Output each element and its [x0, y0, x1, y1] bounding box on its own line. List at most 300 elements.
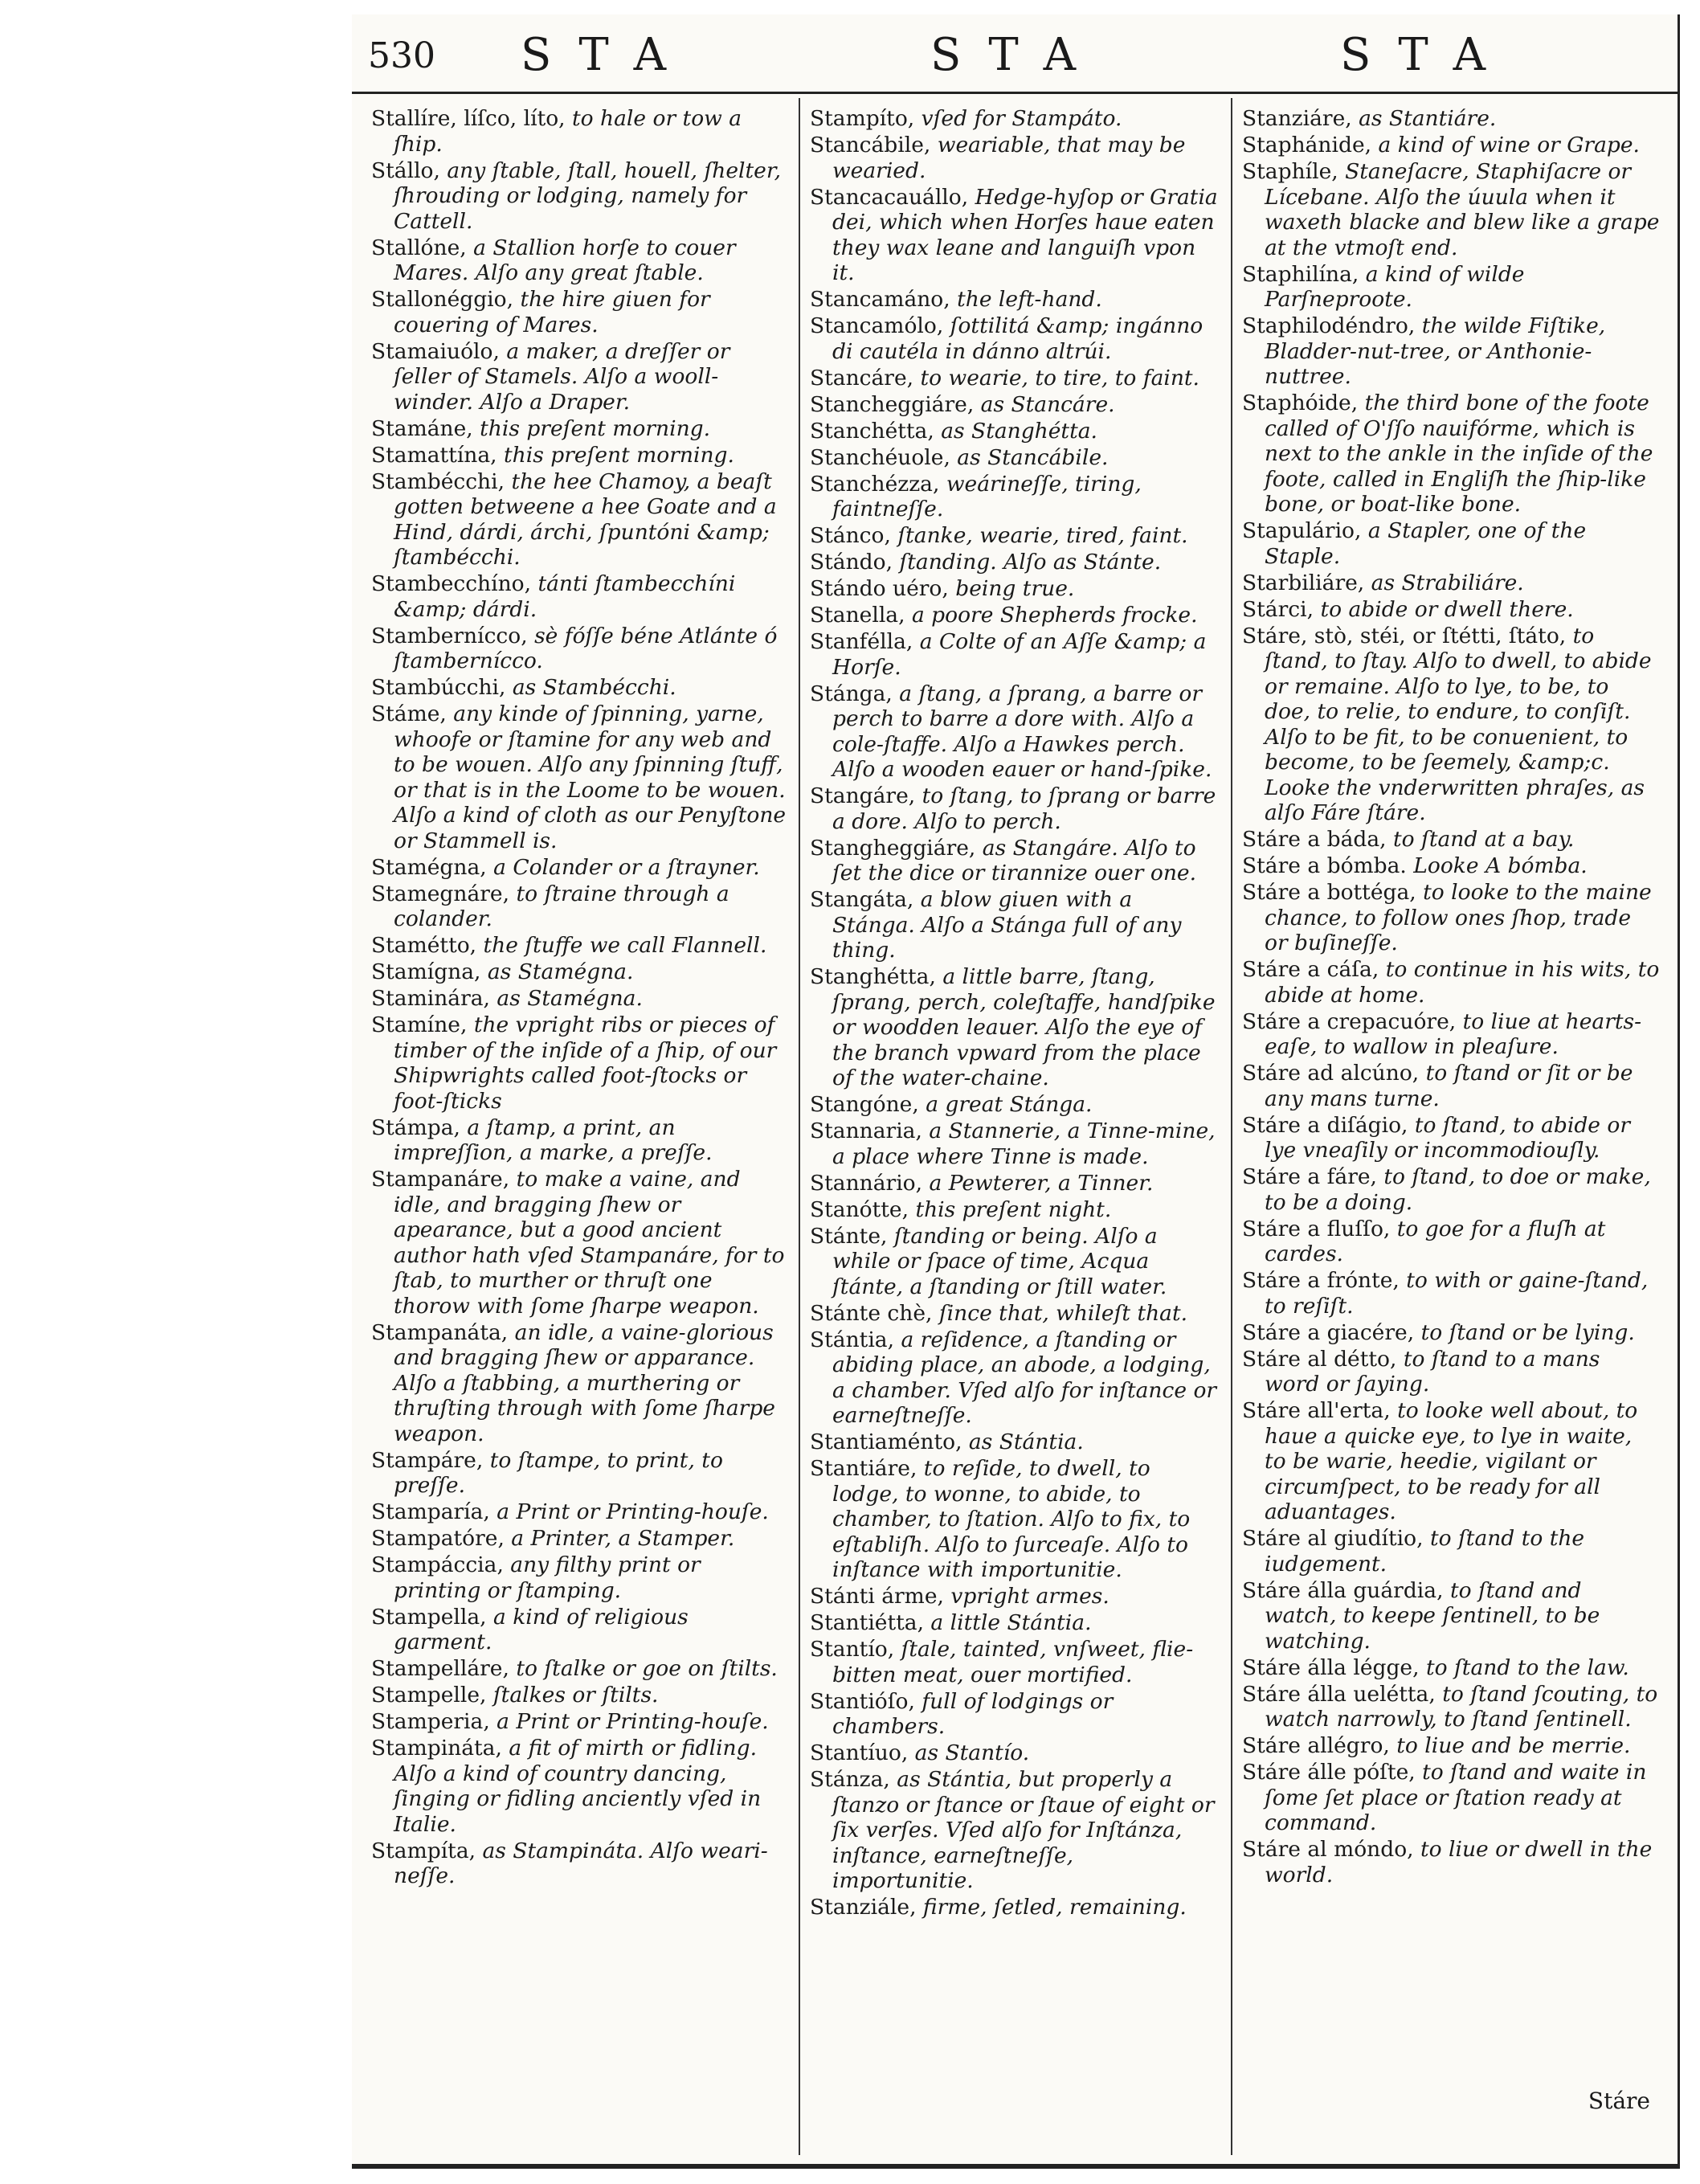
- entry-definition: a fit of mirth or fidling. Alſo a kind of country dancing, ſinging or fidling anciently vſed in Italie.: [394, 1736, 762, 1837]
- entry-definition: to ſtand, to ſtay. Alſo to dwell, to abide or remaine. Alſo to lye, to be, to doe, to relie, to endure, to conſiſt. Alſo to be fit, to be conuenient, to become, to be ſeemely, &amp;c. Looke the vnderwritten phraſes, as alſo Fáre ſtáre.: [1265, 623, 1652, 825]
- entry-headword: Staphilodéndro,: [1242, 313, 1416, 338]
- column-1: [371, 106, 789, 2115]
- dictionary-entry: [810, 964, 1220, 1091]
- entry-headword: Stanghétta,: [810, 964, 936, 989]
- entry-definition: as Stántia, but properly a ſtanzo or ſtance or ſtaue of eight or ſix verſes. Vſed alſo for Inſtánza, inſtance, earneſtneſſe, importunitie.: [832, 1767, 1215, 1893]
- entry-headword: Stancamólo,: [810, 313, 944, 338]
- entry-definition: a maker, a dreſſer or ſeller of Stamels. Alſo a wooll-winder. Alſo a Draper.: [394, 338, 730, 415]
- entry-headword: Stantiáre,: [810, 1456, 917, 1481]
- entry-definition: weariable, that may be wearied.: [832, 133, 1186, 183]
- dictionary-entry: [1242, 313, 1660, 390]
- entry-definition: as Stampináta. Alſo weari-neſſe.: [394, 1838, 768, 1888]
- entry-definition: ſtanke, wearie, tired, faint.: [890, 523, 1188, 548]
- entry-definition: to looke well about, to haue a quicke eye, to lye in waite, to be warie, heedie, vigilant or circumſpect, to be ready for all aduantages.: [1265, 1398, 1638, 1524]
- column-3: [1242, 106, 1660, 2115]
- entry-definition: to ſtalke or goe on ſtilts.: [509, 1656, 778, 1681]
- entry-definition: a great Stánga.: [918, 1092, 1093, 1117]
- entry-definition: any kinde of ſpinning, yarne, whoofe or ſtamine for any web and to be wouen. Alſo any ſpinning ſtuff, or that is in the Loome to be wouen. Alſo a kind of cloth as our Penyſtone or Stammell is.: [394, 701, 787, 853]
- entry-headword: Stándo uéro,: [810, 576, 949, 601]
- entry-headword: Stanchéuole,: [810, 444, 950, 470]
- dictionary-entry: [810, 603, 1220, 628]
- dictionary-entry: [371, 1448, 789, 1499]
- entry-headword: Stamattína,: [371, 442, 497, 468]
- entry-headword: Staphánide,: [1242, 133, 1372, 157]
- entry-headword: Stáre a frónte,: [1242, 1268, 1400, 1293]
- dictionary-entry: [371, 443, 789, 468]
- footer-rule: [352, 2164, 1678, 2166]
- entry-headword: Stallíre, líſco, líto,: [371, 106, 566, 131]
- dictionary-entry: [1242, 1760, 1660, 1836]
- entry-definition: a Stannerie, a Tinne-mine, a place where Tinne is made.: [832, 1119, 1216, 1169]
- entry-headword: Stáre a bottéga,: [1242, 880, 1416, 905]
- entry-definition: a Printer, a Stamper.: [504, 1526, 735, 1551]
- entry-headword: Staphilína,: [1242, 261, 1359, 287]
- dictionary-entry: [371, 881, 789, 932]
- entry-headword: Stamégna,: [371, 854, 487, 880]
- dictionary-entry: [371, 1605, 789, 1655]
- entry-headword: Stánte chè,: [810, 1300, 933, 1326]
- dictionary-entry: [371, 933, 789, 959]
- entry-headword: Stampináta,: [371, 1736, 502, 1761]
- dictionary-entry: [371, 469, 789, 571]
- entry-headword: Stanziále,: [810, 1895, 917, 1920]
- entry-definition: tánti ſtambecchíni &amp; dárdi.: [394, 571, 736, 622]
- entry-headword: Stállo,: [371, 157, 440, 183]
- dictionary-entry: [1242, 597, 1660, 623]
- entry-definition: a Stallion horſe to couer Mares. Alſo any great ſtable.: [394, 235, 736, 285]
- entry-headword: Stampelle,: [371, 1683, 487, 1708]
- dictionary-entry: [810, 287, 1220, 313]
- entry-headword: Stampanáta,: [371, 1319, 509, 1345]
- entry-headword: Stamíne,: [371, 1012, 468, 1037]
- entry-headword: Stamaiuólo,: [371, 338, 500, 364]
- dictionary-entry: [1242, 1320, 1660, 1346]
- entry-definition: to ſtang, to ſprang or barre a dore. Alſo to perch.: [832, 783, 1216, 834]
- entry-headword: Stáre a fáre,: [1242, 1164, 1377, 1189]
- column-divider: [1231, 98, 1232, 2155]
- dictionary-entry: [810, 1740, 1220, 1766]
- entry-headword: Stapulário,: [1242, 518, 1362, 543]
- entry-definition: a kind of religious garment.: [394, 1604, 689, 1654]
- entry-definition: as Stancáre.: [974, 391, 1115, 417]
- entry-headword: Staphíle,: [1242, 159, 1338, 184]
- entry-definition: to with or gaine-ſtand, to reſiſt.: [1265, 1268, 1649, 1319]
- entry-headword: Stangóne,: [810, 1092, 919, 1117]
- entry-headword: Stancheggiáre,: [810, 391, 975, 417]
- entry-headword: Stáre a crepacuóre,: [1242, 1008, 1457, 1034]
- entry-definition: a little Stántia.: [924, 1610, 1092, 1635]
- dictionary-entry: [371, 1838, 789, 1889]
- entry-definition: a poore Shepherds frocke.: [905, 603, 1198, 628]
- dictionary-entry: [1242, 1398, 1660, 1525]
- column-divider: [799, 98, 800, 2155]
- entry-definition: the vpright ribs or pieces of timber of the inſide of a ſhip, of our Shipwrights called foot-ſtocks or foot-ſticks: [394, 1012, 777, 1114]
- entry-headword: Stamígna,: [371, 959, 481, 984]
- entry-headword: Stampella,: [371, 1604, 487, 1630]
- entry-definition: a kind of wilde Parſneproote.: [1265, 261, 1525, 312]
- entry-definition: a Print or Printing-houſe.: [489, 1499, 769, 1524]
- entry-headword: Stáre a cáſa,: [1242, 957, 1379, 982]
- dictionary-entry: [1242, 1655, 1660, 1681]
- entry-definition: a Pewterer, a Tinner.: [922, 1170, 1154, 1196]
- entry-definition: as Stancábile.: [950, 444, 1109, 470]
- entry-headword: Stallóne,: [371, 235, 467, 260]
- dictionary-entry: [1242, 853, 1660, 879]
- entry-definition: a Colte of an Aſſe &amp; a Horſe.: [832, 629, 1207, 680]
- entry-definition: this preſent morning.: [497, 442, 734, 468]
- entry-definition: ſottilitá &amp; ingánno di cautéla in dánno altrúi.: [832, 313, 1203, 364]
- dictionary-entry: [371, 1499, 789, 1525]
- entry-headword: Stallonéggio,: [371, 287, 514, 312]
- dictionary-entry: [371, 1012, 789, 1114]
- entry-definition: a blow giuen with a Stánga. Alſo a Stánga full of any thing.: [832, 887, 1182, 963]
- dictionary-entry: [810, 419, 1220, 444]
- running-head-right: STA: [1340, 29, 1514, 81]
- catchword: Stáre: [1588, 2088, 1650, 2114]
- entry-headword: Stáre al giudítio,: [1242, 1526, 1424, 1551]
- entry-definition: to liue or dwell in the world.: [1265, 1837, 1653, 1887]
- entry-headword: Stáre ad alcúno,: [1242, 1061, 1420, 1086]
- entry-headword: Stannário,: [810, 1170, 923, 1196]
- entry-definition: as Stamégna.: [480, 959, 634, 984]
- dictionary-entry: [1242, 827, 1660, 853]
- dictionary-entry: [810, 1689, 1220, 1740]
- dictionary-entry: [1242, 1164, 1660, 1215]
- entry-headword: Stándo,: [810, 550, 893, 575]
- dictionary-entry: [810, 1584, 1220, 1609]
- entry-definition: a kind of wine or Grape.: [1371, 133, 1640, 157]
- entry-headword: Stánco,: [810, 523, 891, 548]
- dictionary-entry: [1242, 262, 1660, 313]
- entry-headword: Stangáta,: [810, 887, 914, 912]
- entry-definition: to ſtand or ſit or be any mans turne.: [1265, 1061, 1633, 1111]
- entry-definition: ſtale, tainted, vnſweet, flie-bitten meat, ouer mortified.: [832, 1637, 1194, 1687]
- entry-headword: Stancamáno,: [810, 287, 950, 312]
- entry-definition: as Stántia.: [962, 1429, 1084, 1454]
- entry-headword: Stáre al détto,: [1242, 1346, 1397, 1372]
- entry-headword: Stambécchi,: [371, 468, 505, 494]
- entry-definition: as Stanghétta.: [934, 418, 1097, 444]
- entry-definition: as Stantiáre.: [1351, 106, 1497, 131]
- entry-definition: as Strabiliáre.: [1364, 570, 1524, 595]
- entry-headword: Stárci,: [1242, 596, 1314, 622]
- entry-headword: Stáre a giacére,: [1242, 1319, 1415, 1345]
- entry-headword: Stampanáre,: [371, 1167, 510, 1192]
- entry-definition: to ſtand to the iudgement.: [1265, 1526, 1585, 1577]
- dictionary-entry: [810, 392, 1220, 418]
- dictionary-entry: [371, 1526, 789, 1552]
- dictionary-entry: [810, 1224, 1220, 1300]
- entry-headword: Stáre allégro,: [1242, 1733, 1390, 1758]
- dictionary-entry: [810, 1610, 1220, 1636]
- entry-headword: Stáre all'erta,: [1242, 1398, 1391, 1423]
- entry-headword: Stanótte,: [810, 1196, 909, 1222]
- dictionary-entry: [371, 986, 789, 1012]
- entry-definition: being true.: [948, 576, 1075, 601]
- dictionary-entry: [1242, 1268, 1660, 1319]
- dictionary-entry: [1242, 624, 1660, 826]
- entry-headword: Stantiaménto,: [810, 1429, 962, 1454]
- entry-definition: ſtanding or being. Alſo a while or ſpace of time, Acqua ſtánte, a ſtanding or ſtill water.: [832, 1223, 1167, 1299]
- dictionary-entry: [1242, 1682, 1660, 1732]
- entry-definition: the ſtuffe we call Flannell.: [476, 933, 767, 958]
- entry-headword: Stamperia,: [371, 1709, 490, 1734]
- dictionary-entry: [810, 106, 1220, 132]
- entry-definition: to ſtand, to abide or lye vneaſily or incommodiouſly.: [1265, 1112, 1631, 1163]
- dictionary-page: [352, 14, 1680, 2169]
- entry-definition: as Stantío.: [908, 1740, 1030, 1765]
- dictionary-entry: [371, 701, 789, 853]
- entry-definition: to hale or tow a ſhip.: [394, 106, 742, 157]
- dictionary-entry: [810, 576, 1220, 602]
- dictionary-entry: [810, 133, 1220, 183]
- dictionary-entry: [810, 1456, 1220, 1583]
- entry-headword: Stamparía,: [371, 1499, 490, 1524]
- entry-definition: any filthy print or printing or ſtamping.: [394, 1552, 701, 1603]
- entry-definition: Staneſacre, Staphiſacre or Lícebane. Alſo the úuula when it waxeth blacke and blew like a grape at the vtmoſt end.: [1265, 159, 1660, 260]
- header-rule: [352, 92, 1678, 94]
- dictionary-entry: [810, 1197, 1220, 1223]
- entry-definition: to ſtand to the law.: [1419, 1654, 1629, 1680]
- entry-definition: an idle, a vaine-glorious and bragging ſhew or apparance. Alſo a ſtabbing, a murthering or thruſting through with ſome ſharpe weapon.: [394, 1319, 775, 1446]
- entry-headword: Staméttо,: [371, 933, 477, 958]
- entry-definition: to ſtand ſcouting, to watch narrowly, to ſtand ſentinell.: [1265, 1681, 1658, 1732]
- entry-definition: to goe for a fluſh at cardes.: [1265, 1216, 1606, 1266]
- dictionary-entry: [1242, 518, 1660, 569]
- dictionary-entry: [371, 1709, 789, 1735]
- dictionary-entry: [810, 1119, 1220, 1169]
- dictionary-entry: [810, 445, 1220, 471]
- entry-headword: Stangheggiáre,: [810, 835, 976, 861]
- dictionary-entry: [371, 959, 789, 985]
- entry-headword: Stampáccia,: [371, 1552, 504, 1577]
- dictionary-entry: [371, 1552, 789, 1603]
- entry-headword: Stampelláre,: [371, 1656, 509, 1681]
- entry-definition: to ſtand and watch, to keepe ſentinell, to be watching.: [1265, 1577, 1600, 1654]
- dictionary-entry: [1242, 1733, 1660, 1759]
- entry-headword: Stampíto,: [810, 106, 915, 131]
- entry-headword: Stáre a fluſſo,: [1242, 1216, 1391, 1241]
- dictionary-entry: [810, 313, 1220, 364]
- entry-definition: weárineſſe, tiring, faintneſſe.: [832, 471, 1142, 521]
- dictionary-entry: [371, 287, 789, 337]
- entry-definition: as Stamégna.: [489, 986, 643, 1011]
- entry-headword: Stáre a bómba.: [1242, 853, 1407, 878]
- dictionary-entry: [810, 1327, 1220, 1429]
- entry-headword: Stantióſo,: [810, 1688, 915, 1714]
- entry-headword: Stánti árme,: [810, 1584, 944, 1609]
- entry-headword: Stántia,: [810, 1327, 895, 1352]
- dictionary-entry: [810, 550, 1220, 575]
- entry-headword: Stambernícco,: [371, 623, 528, 648]
- dictionary-entry: [371, 416, 789, 442]
- dictionary-entry: [1242, 1347, 1660, 1397]
- dictionary-entry: [371, 1736, 789, 1837]
- dictionary-entry: [371, 339, 789, 415]
- entry-definition: full of lodgings or chambers.: [832, 1688, 1114, 1739]
- dictionary-entry: [1242, 391, 1660, 517]
- entry-definition: a little barre, ſtang, ſprang, perch, coleſtaffe, handſpike or woodden leauer. Alſo the eye of the branch vpward from the place of the water-chaine.: [832, 964, 1216, 1090]
- entry-headword: Stáre a diſágio,: [1242, 1112, 1408, 1138]
- dictionary-entry: [810, 185, 1220, 286]
- dictionary-entry: [1242, 1009, 1660, 1060]
- dictionary-entry: [810, 887, 1220, 963]
- entry-headword: Stanella,: [810, 603, 905, 628]
- entry-headword: Stantíuo,: [810, 1740, 909, 1765]
- dictionary-entry: [810, 629, 1220, 680]
- entry-headword: Stámpa,: [371, 1114, 460, 1140]
- running-head-center: STA: [930, 29, 1104, 81]
- entry-headword: Stánte,: [810, 1223, 888, 1249]
- entry-definition: a Colander or a ſtrayner.: [486, 854, 760, 880]
- dictionary-entry: [371, 1115, 789, 1166]
- entry-headword: Stánga,: [810, 681, 893, 706]
- entry-headword: Starbiliáre,: [1242, 570, 1365, 595]
- entry-definition: to reſide, to dwell, to lodge, to wonne, to abide, to chamber, to ſtation. Alſo to fix, to eſtabliſh. Alſo to ſurceaſe. Alſo to inſtance with importunitie.: [832, 1456, 1191, 1582]
- dictionary-entry: [810, 1767, 1220, 1894]
- entry-definition: the hee Chamoy, a beaſt gotten betweene a hee Goate and a Hind, dárdi, árchi, ſpuntóni &amp; ſtambécchi.: [394, 468, 777, 570]
- entry-definition: a ſtang, a ſprang, a barre or perch to barre a dore with. Alſo a cole-ſtaffe. Alſo a Hawkes perch. Alſo a wooden eauer or hand-ſpike.: [832, 681, 1212, 782]
- dictionary-entry: [810, 783, 1220, 834]
- entry-definition: sè fóſſe béne Atlánte ó ſtambernícco.: [394, 623, 778, 673]
- entry-definition: to looke to the maine chance, to follow ones ſhop, trade or buſineſſe.: [1265, 880, 1652, 955]
- entry-definition: the wilde Fiſtike, Bladder-nut-tree, or Anthonie-nuttree.: [1265, 313, 1606, 389]
- entry-definition: to ſtand to a mans word or ſaying.: [1265, 1346, 1600, 1397]
- entry-definition: a reſidence, a ſtanding or abiding place, an abode, a lodging, a chamber. Vſed alſo for inſtance or earneſtneſſe.: [832, 1327, 1217, 1428]
- dictionary-entry: [371, 1167, 789, 1319]
- entry-definition: vſed for Stampáto.: [914, 106, 1122, 131]
- dictionary-entry: [371, 675, 789, 701]
- entry-definition: Looke A bómba.: [1406, 853, 1588, 878]
- entry-definition: to ſtand at a bay.: [1386, 827, 1575, 852]
- entry-definition: vpright armes.: [943, 1584, 1109, 1609]
- dictionary-entry: [1242, 1837, 1660, 1887]
- entry-definition: to ſtand or be lying.: [1414, 1319, 1635, 1345]
- entry-definition: to liue at hearts-eaſe, to wallow in pleaſure.: [1265, 1008, 1642, 1059]
- dictionary-entry: [810, 366, 1220, 391]
- entry-headword: Stáre a báda,: [1242, 827, 1387, 852]
- entry-headword: Stánza,: [810, 1767, 890, 1792]
- entry-definition: to ſtand, to doe or make, to be a doing.: [1265, 1164, 1651, 1215]
- entry-headword: Stáre álla légge,: [1242, 1654, 1420, 1680]
- entry-headword: Stáme,: [371, 701, 447, 726]
- entry-headword: Stambecchíno,: [371, 571, 532, 596]
- entry-definition: a ſtamp, a print, an impreſſion, a marke, a preſſe.: [394, 1114, 713, 1165]
- dictionary-entry: [371, 571, 789, 622]
- dictionary-entry: [371, 855, 789, 881]
- entry-definition: to ſtraine through a colander.: [394, 881, 729, 931]
- entry-headword: Staminára,: [371, 986, 490, 1011]
- dictionary-entry: [1242, 1217, 1660, 1267]
- entry-definition: ſtanding. Alſo as Stánte.: [893, 550, 1162, 575]
- entry-headword: Stamáne,: [371, 415, 473, 441]
- dictionary-entry: [1242, 106, 1660, 132]
- page-header: [352, 14, 1678, 92]
- entry-headword: Stampatóre,: [371, 1526, 505, 1551]
- entry-definition: as Stangáre. Alſo to ſet the dice or tirannize ouer one.: [832, 835, 1197, 885]
- entry-definition: to wearie, to tire, to faint.: [913, 365, 1199, 391]
- dictionary-entry: [1242, 1061, 1660, 1111]
- entry-definition: to liue and be merrie.: [1389, 1733, 1631, 1758]
- dictionary-entry: [371, 235, 789, 286]
- entry-headword: Stáre, stò, stéi, or ſtétti, ſtáto,: [1242, 623, 1567, 648]
- dictionary-entry: [1242, 957, 1660, 1008]
- dictionary-entry: [810, 1171, 1220, 1196]
- entry-headword: Stáre al móndo,: [1242, 1837, 1414, 1862]
- dictionary-entry: [1242, 880, 1660, 956]
- entry-headword: Stancábile,: [810, 133, 931, 157]
- entry-definition: the hire giuen for couering of Mares.: [394, 287, 710, 337]
- entry-definition: Hedge-hyſop or Gratia dei, which when Horſes haue eaten they wax leane and languiſh vpon it.: [832, 184, 1218, 285]
- entry-headword: Stamegnáre,: [371, 881, 510, 906]
- dictionary-entry: [371, 158, 789, 235]
- entry-definition: the third bone of the foote called of O'ſſo nauifórme, which is next to the ankle in the inſide of the foote, called in Engliſh the ſhip-like bone, or boat-like bone.: [1265, 391, 1653, 517]
- entry-headword: Stanchétta,: [810, 418, 934, 444]
- dictionary-entry: [1242, 133, 1660, 158]
- entry-definition: any ſtable, ſtall, houell, ſhelter, ſhrouding or lodging, namely for Cattell.: [394, 157, 782, 234]
- running-head-left: STA: [521, 29, 694, 81]
- entry-definition: this preſent morning.: [472, 415, 711, 441]
- dictionary-entry: [810, 1895, 1220, 1920]
- entry-definition: firme, ſetled, remaining.: [916, 1895, 1187, 1920]
- dictionary-entry: [810, 472, 1220, 522]
- entry-definition: ſince that, whileſt that.: [932, 1300, 1188, 1326]
- dictionary-entry: [810, 681, 1220, 783]
- dictionary-entry: [810, 1637, 1220, 1687]
- dictionary-entry: [371, 106, 789, 157]
- dictionary-entry: [1242, 159, 1660, 260]
- entry-headword: Stáre álla uelétta,: [1242, 1681, 1436, 1707]
- dictionary-entry: [810, 836, 1220, 886]
- entry-definition: this preſent night.: [909, 1196, 1112, 1222]
- entry-definition: to make a vaine, and idle, and bragging ſhew or apearance, but a good ancient author hath vſed Stampanáre, for to ſtab, to murther or thruſt one thorow with ſome ſharpe weapon.: [394, 1167, 785, 1319]
- entry-headword: Stanchézza,: [810, 471, 940, 497]
- entry-definition: to continue in his wits, to abide at home.: [1265, 957, 1660, 1008]
- dictionary-entry: [1242, 1526, 1660, 1577]
- dictionary-entry: [371, 624, 789, 674]
- dictionary-entry: [371, 1683, 789, 1708]
- entry-headword: Stambúcchi,: [371, 675, 506, 700]
- entry-headword: Stáre álle póſte,: [1242, 1760, 1416, 1785]
- entry-headword: Stangáre,: [810, 783, 916, 808]
- entry-headword: Stanfélla,: [810, 629, 913, 654]
- entry-headword: Stáre álla guárdia,: [1242, 1577, 1444, 1603]
- entry-definition: to ſtand and waite in ſome ſet place or ſtation ready at command.: [1265, 1760, 1647, 1835]
- entry-headword: Stancacauállo,: [810, 184, 969, 210]
- entry-headword: Stampáre,: [371, 1447, 484, 1473]
- page-number: 530: [368, 35, 435, 76]
- entry-definition: ſtalkes or ſtilts.: [486, 1683, 659, 1708]
- entry-definition: to abide or dwell there.: [1314, 596, 1574, 622]
- entry-definition: the left-hand.: [950, 287, 1102, 312]
- entry-headword: Stampíta,: [371, 1838, 476, 1863]
- entry-headword: Stancáre,: [810, 365, 914, 391]
- dictionary-entry: [810, 1092, 1220, 1118]
- dictionary-entry: [1242, 571, 1660, 596]
- entry-headword: Stannaria,: [810, 1119, 922, 1143]
- dictionary-entry: [810, 523, 1220, 549]
- entry-definition: a Print or Printing-houſe.: [489, 1709, 769, 1734]
- dictionary-entry: [810, 1429, 1220, 1455]
- dictionary-entry: [1242, 1578, 1660, 1654]
- entry-headword: Staphóide,: [1242, 391, 1359, 415]
- dictionary-entry: [371, 1320, 789, 1447]
- column-2: [810, 106, 1220, 2115]
- entry-headword: Stantiétta,: [810, 1610, 924, 1635]
- entry-headword: Stanziáre,: [1242, 106, 1352, 131]
- dictionary-entry: [1242, 1113, 1660, 1164]
- entry-definition: to ſtampe, to print, to preſſe.: [394, 1447, 723, 1498]
